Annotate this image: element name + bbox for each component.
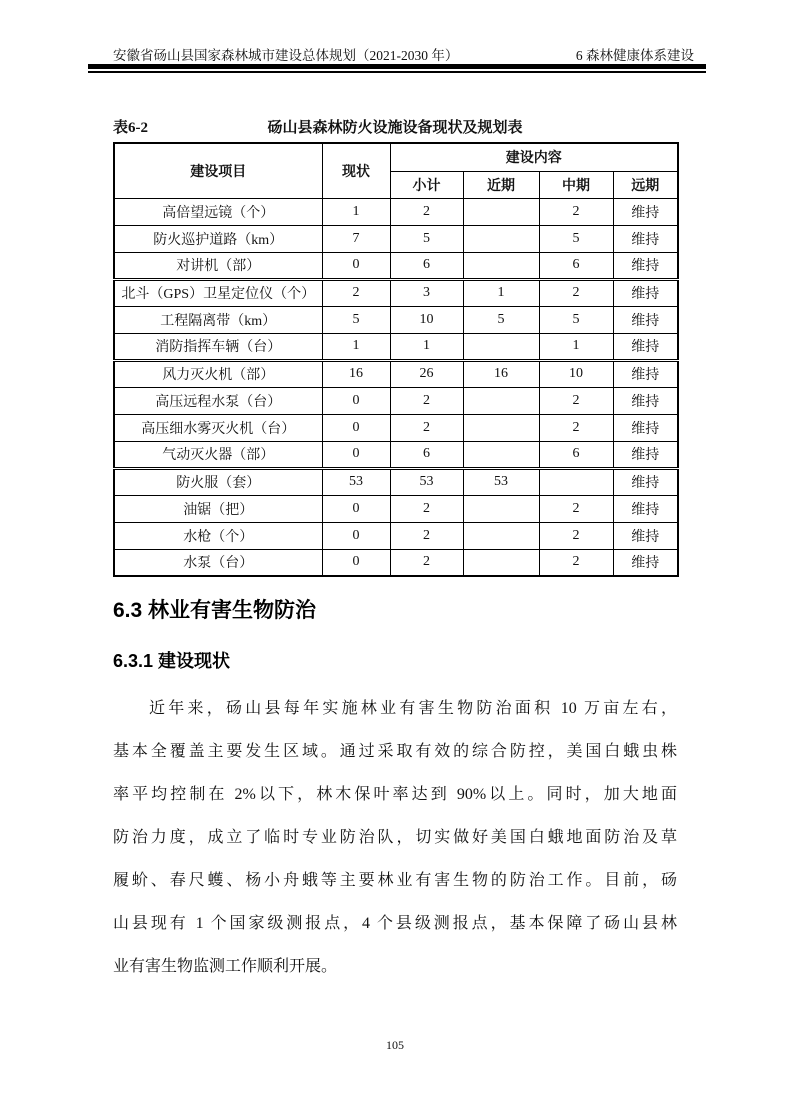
cell-mid: 5 [539,306,613,333]
table-row [114,360,678,387]
cell-far: 维持 [613,468,678,495]
cell-current: 0 [322,387,390,414]
cell-project: 风力灭火机（部） [114,360,322,387]
page-number: 105 [386,1038,404,1052]
cell-mid: 2 [539,387,613,414]
cell-current: 0 [322,252,390,279]
cell-mid: 1 [539,333,613,360]
running-header-right: 6 森林健康体系建设 [575,48,694,63]
cell-project: 水枪（个） [114,522,322,549]
cell-mid: 6 [539,252,613,279]
cell-far: 维持 [613,360,678,387]
table-row [114,441,678,468]
cell-near [463,387,539,414]
col-header-subtotal: 小计 [390,171,463,198]
section-heading: 6.3 林业有害生物防治 [113,599,317,622]
cell-project: 防火服（套） [114,468,322,495]
cell-near [463,522,539,549]
cell-far: 维持 [613,306,678,333]
cell-near [463,252,539,279]
paragraph-line: 业有害生物监测工作顺利开展。 [113,958,338,975]
cell-current: 0 [322,414,390,441]
paragraph-line: 率平均控制在 2%以下，林木保叶率达到 90%以上。同时，加大地面 [113,786,677,803]
table-row [114,306,678,333]
cell-far: 维持 [613,279,678,306]
cell-project: 高压远程水泵（台） [114,387,322,414]
cell-near [463,225,539,252]
cell-mid: 2 [539,198,613,225]
cell-project: 高倍望远镜（个） [114,198,322,225]
cell-mid: 6 [539,441,613,468]
cell-near [463,414,539,441]
cell-far: 维持 [613,414,678,441]
cell-project: 油锯（把） [114,495,322,522]
table-row [114,522,678,549]
cell-far: 维持 [613,522,678,549]
table-row [114,333,678,360]
paragraph-line: 防治力度，成立了临时专业防治队，切实做好美国白蛾地面防治及草 [113,829,677,846]
cell-subtotal: 5 [390,225,463,252]
cell-near: 1 [463,279,539,306]
table-row [114,252,678,279]
cell-project: 水泵（台） [114,549,322,576]
table-row [114,414,678,441]
cell-mid: 2 [539,549,613,576]
cell-project: 北斗（GPS）卫星定位仪（个） [114,279,322,306]
cell-current: 0 [322,441,390,468]
cell-current: 1 [322,333,390,360]
cell-project: 工程隔离带（km） [114,306,322,333]
cell-subtotal: 2 [390,387,463,414]
cell-far: 维持 [613,549,678,576]
cell-current: 7 [322,225,390,252]
col-header-near: 近期 [463,171,539,198]
cell-project: 高压细水雾灭火机（台） [114,414,322,441]
running-header [113,44,694,64]
cell-near [463,198,539,225]
cell-near: 16 [463,360,539,387]
cell-subtotal: 53 [390,468,463,495]
paragraph-line: 近年来，砀山县每年实施林业有害生物防治面积 10 万亩左右， [149,700,677,717]
cell-far: 维持 [613,495,678,522]
cell-near: 5 [463,306,539,333]
paragraph-line: 履蚧、春尺蠖、杨小舟蛾等主要林业有害生物的防治工作。目前，砀 [113,872,677,889]
subsection-heading: 6.3.1 建设现状 [113,651,231,671]
col-header-far: 远期 [613,171,678,198]
col-header-project: 建设项目 [114,143,322,198]
table-caption [113,116,677,137]
cell-mid: 10 [539,360,613,387]
cell-near [463,333,539,360]
cell-project: 对讲机（部） [114,252,322,279]
cell-subtotal: 2 [390,522,463,549]
cell-subtotal: 26 [390,360,463,387]
cell-current: 5 [322,306,390,333]
cell-current: 0 [322,522,390,549]
cell-subtotal: 2 [390,495,463,522]
cell-subtotal: 6 [390,441,463,468]
cell-far: 维持 [613,387,678,414]
cell-project: 消防指挥车辆（台） [114,333,322,360]
cell-far: 维持 [613,441,678,468]
cell-mid: 5 [539,225,613,252]
fire-equipment-table [113,142,679,577]
cell-current: 0 [322,549,390,576]
cell-near: 53 [463,468,539,495]
body-paragraph [113,687,677,988]
cell-current: 53 [322,468,390,495]
cell-current: 0 [322,495,390,522]
table-row [114,198,678,225]
cell-far: 维持 [613,198,678,225]
cell-far: 维持 [613,252,678,279]
cell-mid [539,468,613,495]
cell-far: 维持 [613,333,678,360]
table-title: 砀山县森林防火设施设备现状及规划表 [267,120,523,136]
table-row [114,279,678,306]
cell-project: 气动灭火器（部） [114,441,322,468]
table-row [114,225,678,252]
cell-subtotal: 2 [390,198,463,225]
cell-current: 2 [322,279,390,306]
table-row [114,468,678,495]
cell-subtotal: 3 [390,279,463,306]
cell-current: 1 [322,198,390,225]
table-row [114,549,678,576]
header-rule [88,64,706,73]
col-header-group: 建设内容 [390,143,678,171]
col-header-mid: 中期 [539,171,613,198]
cell-subtotal: 10 [390,306,463,333]
table-header-row [114,143,678,171]
cell-subtotal: 2 [390,549,463,576]
paragraph-line: 山县现有 1 个国家级测报点，4 个县级测报点，基本保障了砀山县林 [113,915,677,932]
cell-mid: 2 [539,495,613,522]
cell-far: 维持 [613,225,678,252]
table-row [114,387,678,414]
cell-mid: 2 [539,279,613,306]
paragraph-line: 基本全覆盖主要发生区域。通过采取有效的综合防控，美国白蛾虫株 [113,743,677,760]
table-label: 表6-2 [113,120,148,136]
cell-mid: 2 [539,414,613,441]
cell-near [463,549,539,576]
cell-current: 16 [322,360,390,387]
cell-near [463,495,539,522]
cell-subtotal: 2 [390,414,463,441]
running-header-left: 安徽省砀山县国家森林城市建设总体规划（2021-2030 年） [113,48,459,63]
cell-mid: 2 [539,522,613,549]
cell-subtotal: 6 [390,252,463,279]
cell-project: 防火巡护道路（km） [114,225,322,252]
cell-near [463,441,539,468]
col-header-current: 现状 [322,143,390,198]
table-row [114,495,678,522]
cell-subtotal: 1 [390,333,463,360]
